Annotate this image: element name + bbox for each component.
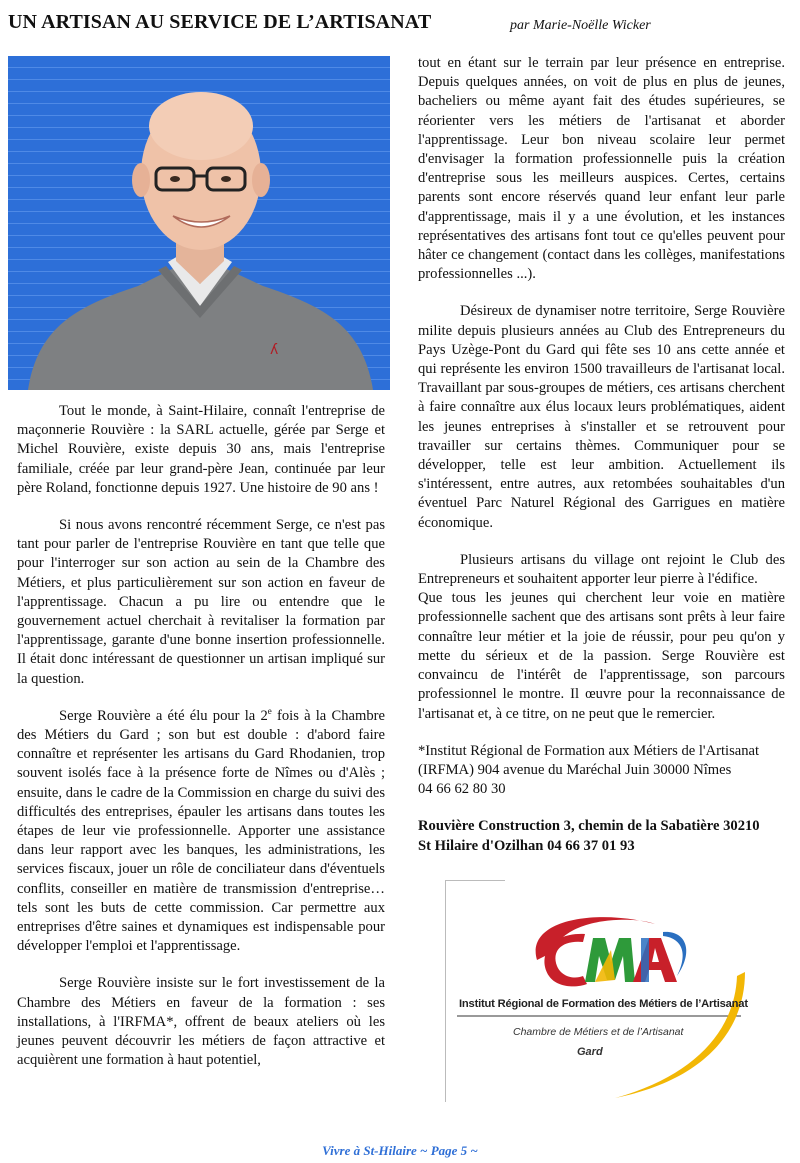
paragraph: tout en étant sur le terrain par leur présence en entreprise. Depuis quelques années, on voit de plus en plus de jeunes, bacheliers ou même ayant fait des études supérieures, se réorienter vers les métiers de l'artisanat et aborder l'apprentissage. Leur bon niveau scolaire leur permet d'envisager la formation professionnelle puis la création d'entreprise sous les meilleurs auspices. Certes, certains parents sont encore réservés quand leur enfant leur parle d'apprentissage, mais il y a une évolution, et les instances représentatives des artisans font tout ce qu'elles peuvent pour hâter ce changement (contact dans les collèges, manifestations professionnelles ...). <box>418 55 785 283</box>
cma-logo-graphic <box>445 880 763 1102</box>
logo-gard-text: Gard <box>577 1046 603 1058</box>
logo-institute-text: Institut Régional de Formation des Métiers de l’Artisanat <box>459 998 748 1010</box>
paragraph: Plusieurs artisans du village ont rejoint le Club des Entrepreneurs et souhaitent apporter leur pierre à l'édifice. <box>418 551 785 588</box>
left-column <box>17 402 385 1071</box>
paragraph: Serge Rouvière a été élu pour la 2e fois à la Chambre des Métiers du Gard ; son but est double : d'abord faire connaître et représenter les artisans du Gard Rhodanien, trop souvent isolés face à la présence forte de Nîmes ou d'Alès ; ensuite, dans le cadre de la Commission en charge du suivi des difficultés des entreprises, épauler les artisans dans toutes les étapes de leur vie professionnelle. Apporter une assistance dans leur rapport avec les banques, les administrations, les services fiscaux, jouer un rôle de conciliateur dans d'éventuels conflits, conseiller en matière de transmission d'entreprise… tels sont les buts de cette commission. Car permettre aux entreprises d'être saines et dynamiques est indispensable pour développer l'emploi et l'apprentissage. <box>17 705 385 955</box>
cma-logo <box>445 880 763 1102</box>
paragraph: Si nous avons rencontré récemment Serge, ce n'est pas tant pour parler de l'entreprise Rouvière en tant que telle que pour l'interroger sur son action au sein de la Chambre des Métiers, et plus particulièrement sur son action en faveur de l'apprentissage. Chacun a pu lire ou entendre que le gouvernement actuel cherchait à revitaliser la formation par l'apprentissage, garante d'une bonne insertion professionnelle. Il était donc intéressant de questionner un artisan impliqué sur la question. <box>17 517 385 687</box>
article-title: UN ARTISAN AU SERVICE DE L’ARTISANAT <box>8 11 432 33</box>
paragraph: Que tous les jeunes qui cherchent leur voie en matière professionnelle sachent que des artisans sont prêts à leur faire connaître leur métier et la joie de réussir, pour peu qu'on y mette du sérieux et de la passion. Serge Rouvière est convaincu de l'intérêt de l'apprentissage, son parcours professionnel le montre. Il œuvre pour la reconnaissance de l'artisanat et, à ce titre, on ne peut que le remercier. <box>418 590 785 722</box>
paragraph: Désireux de dynamiser notre territoire, Serge Rouvière milite depuis plusieurs années au Club des Entrepreneurs du Pays Uzège-Pont du Gard qui fête ses 10 ans cette année et qui représente les environ 1500 travailleurs de l'artisanat local. Travaillant par sous-groupes de métiers, ces artisans cherchent à faire connaître aux élus locaux leurs problématiques, aident les jeunes entreprises à s'installer et se retrouvent pour travailler sur certains thèmes. Communiquer pour se développer, telle est leur ambition. Actuellement ils s'intéressent, entre autres, aux retombées souhaitables d'un éventuel Parc Naturel Régional des Garrigues en matière économique. <box>418 303 785 531</box>
paragraph: Serge Rouvière insiste sur le fort investissement de la Chambre des Métiers en faveur de la formation : ses installations, à l'IRFMA*, offrent de beaux ateliers où les jeunes peuvent découvrir les métiers de façon attractive et acquièrent une formation à haut potentiel, <box>17 975 385 1069</box>
right-column <box>418 54 785 856</box>
page-footer: Vivre à St-Hilaire ~ Page 5 ~ <box>322 1143 478 1158</box>
footnote: *Institut Régional de Formation aux Métiers de l'Artisanat (IRFMA) 904 avenue du Maréchal Juin 30000 Nîmes 04 66 62 80 30 <box>418 742 760 798</box>
logo-chambre-text: Chambre de Métiers et de l’Artisanat <box>513 1026 684 1038</box>
portrait-photo <box>8 56 390 390</box>
portrait-illustration <box>8 56 390 390</box>
contact-block: Rouvière Construction 3, chemin de la Sabatière 30210 St Hilaire d'Ozilhan 04 66 37 01 93 <box>418 818 760 854</box>
svg-text:ʎ: ʎ <box>270 342 279 358</box>
paragraph: Tout le monde, à Saint-Hilaire, connaît l'entreprise de maçonnerie Rouvière : la SARL actuelle, gérée par Serge et Michel Rouvière, existe depuis 30 ans, mais l'entreprise familiale, créée par leur grand-père Jean, continuée par leur père Roland, fonctionne depuis 1927. Une histoire de 90 ans ! <box>17 403 385 496</box>
article-byline: par Marie-Noëlle Wicker <box>510 18 651 33</box>
